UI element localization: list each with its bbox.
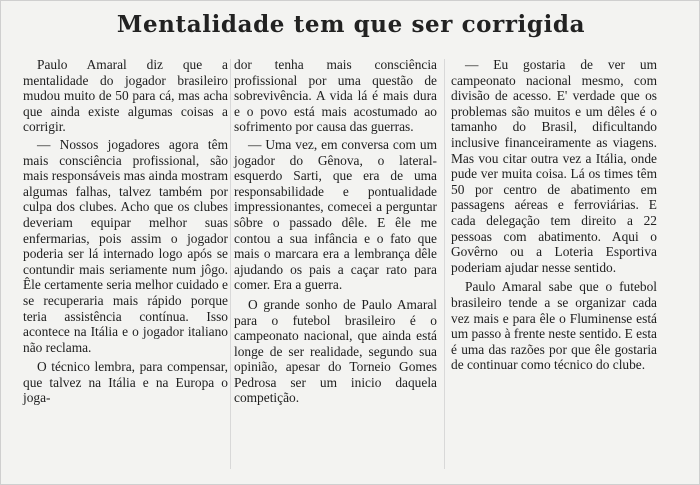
paragraph: — Nossos jogadores agora têm mais consciência profissional, são mais responsáveis mas ainda mostram algumas falhas, talvez também por culpa dos clubes. Acho que os clubes deveriam equipar melhor suas enfermarias, pois assim o jogador poderia ser lá internado logo após se contundir mais seriamente num jôgo. Êle certamente seria melhor cuidado e se recuperaria mais rápido porque teria assistência contínua. Isso acontece na Itália e o jogador italiano não reclama.: [23, 136, 228, 355]
paragraph: Paulo Amaral sabe que o futebol brasileiro tende a se organizar cada vez mais e para êle o Fluminense está um passo à frente neste sentido. E esta é uma das razões por que êle gostaria de continuar como técnico do clube.: [451, 279, 658, 373]
paragraph: — Uma vez, em conversa com um jogador do Gênova, o lateral-esquerdo Sarti, que era de uma responsabilidade e pontualidade impressionantes, comecei a perguntar sôbre o passado dêle. E êle me contou a sua infância e o fato que mais o marcara era a lembrança dêle ajudando os pais a caçar rato para comer. Era a guerra.: [234, 136, 437, 293]
paragraph: — Eu gostaria de ver um campeonato nacional mesmo, com divisão de acesso. E' verdade que os problemas são muitos e um dêles é o tamanho do Brasil, dificultando inclusive financeiramente as viagens. Mas vou citar outra vez a Itália, onde pude ver muita coisa. Lá os times têm 50 por centro de abatimento em passagens aéreas e ferroviárias. E cada delegação tem direito a 22 pessoas com abatimento. Aqui o Govêrno ou a Loteria Esportiva poderiam ajudar nesse sentido.: [451, 57, 657, 275]
article-headline: Mentalidade tem que ser corrigida: [116, 11, 586, 38]
paragraph: O técnico lembra, para compensar, que talvez na Itália e na Europa o joga-: [23, 359, 228, 406]
article-column-2: [234, 57, 437, 408]
paragraph: Paulo Amaral diz que a mentalidade do jogador brasileiro mudou muito de 50 para cá, mas acha que ainda existe algumas coisas a corrigir.: [23, 57, 228, 135]
article-column-3: [451, 57, 657, 375]
column-divider: [230, 59, 231, 469]
paragraph: O grande sonho de Paulo Amaral para o futebol brasileiro é o campeonato nacional, que ainda está longe de ser realidade, segundo sua opinião, apesar do Torneio Gomes Pedrosa ser um inicio daquela competição.: [234, 296, 437, 406]
paragraph: dor tenha mais consciência profissional por uma questão de sobrevivência. A vida lá é mais dura e o povo está mais acostumado ao sofrimento por causa das guerras.: [234, 57, 437, 135]
column-divider: [444, 59, 445, 469]
article-column-1: [23, 57, 228, 408]
